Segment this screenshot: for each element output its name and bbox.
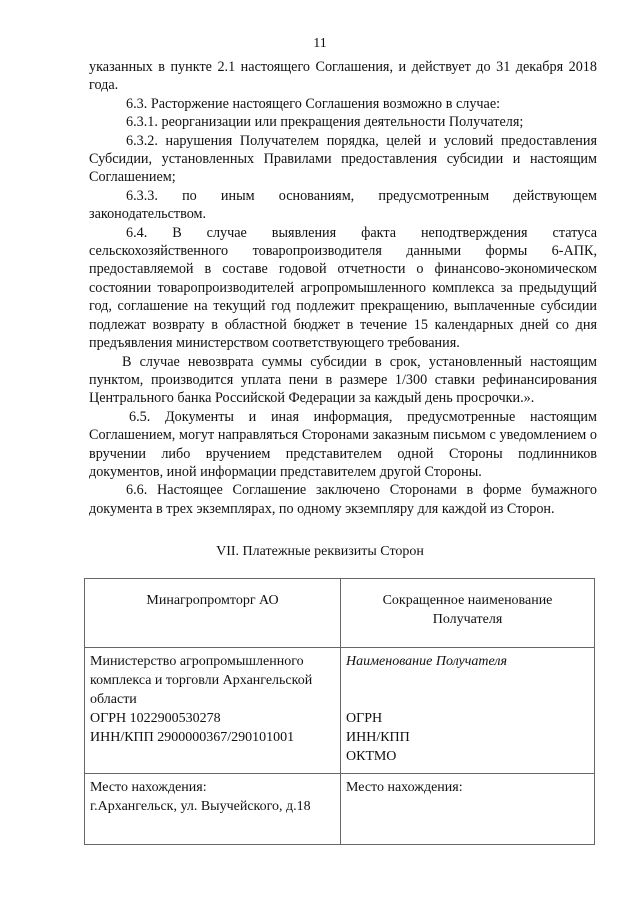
table-row: [85, 648, 595, 774]
paragraph: В случае невозврата суммы субсидии в срок, установленный настоящим пунктом, производится уплата пени в размере 1/300 ставки рефинансирования Центрального банка Российской Федерации за каждый день просрочки.».: [89, 353, 597, 407]
paragraph: 6.4. В случае выявления факта неподтверждения статуса сельскохозяйственного товаропроизводителя данными формы 6-АПК, предоставляемой в составе годовой отчетности о финансово-экономическом состоянии товаропроизводителей агропромышленного комплекса за предыдущий год, соглашение на текущий год подлежит прекращению, выплаченные субсидии подлежат возврату в областной бюджет в течение 15 календарных дней со дня предъявления министерством соответствующего требования.: [89, 224, 597, 352]
payment-details-table: [84, 578, 595, 845]
spacer: [346, 671, 589, 709]
left-location-value: г.Архангельск, ул. Выучейского, д.18: [90, 799, 311, 814]
table-cell-right-location: [341, 774, 595, 845]
header-right-line1: Сокращенное наименование: [382, 593, 553, 608]
table-cell-header-left: [85, 579, 341, 648]
left-ogrn: ОГРН 1022900530278: [90, 711, 221, 726]
right-ogrn-label: ОГРН: [346, 711, 383, 726]
paragraph: 6.3.3. по иным основаниям, предусмотренным действующем законодательством.: [89, 187, 597, 223]
left-org-line1: Министерство агропромышленного: [90, 654, 304, 669]
table-cell-left-org: [85, 648, 341, 774]
paragraph: 6.3.2. нарушения Получателем порядка, целей и условий предоставления Субсидии, установленных Правилами предоставления субсидии и настоящим Соглашением;: [89, 132, 597, 186]
table-row: [85, 774, 595, 845]
paragraph: 6.6. Настоящее Соглашение заключено Сторонами в форме бумажного документа в трех экземплярах, по одному экземпляру для каждой из Сторон.: [89, 482, 597, 517]
left-location-label: Место нахождения:: [90, 780, 207, 795]
paragraph: 6.5. Документы и иная информация, предусмотренные настоящим Соглашением, могут направляться Сторонами заказным письмом с уведомлением о вручении либо вручением представителем одной Стороны подлинников документов, иной информации представителем другой Стороны.: [89, 408, 597, 480]
paragraph: 6.3.1. реорганизации или прекращения деятельности Получателя;: [126, 114, 524, 131]
table-row: [85, 579, 595, 648]
agreement-text: [89, 58, 597, 518]
table-cell-right-org: [341, 648, 595, 774]
spacer: [90, 747, 335, 769]
left-inn-kpp: ИНН/КПП 2900000367/290101001: [90, 730, 295, 745]
header-right-line2: Получателя: [432, 612, 503, 627]
right-location-label: Место нахождения:: [346, 780, 463, 795]
paragraph: 6.3. Расторжение настоящего Соглашения возможно в случае:: [126, 95, 501, 112]
paragraph: указанных в пункте 2.1 настоящего Соглашения, и действует до 31 декабря 2018 года.: [89, 59, 597, 94]
table-cell-header-right: [341, 579, 595, 648]
section-title: VII. Платежные реквизиты Сторон: [216, 544, 424, 559]
left-org-line2: комплекса и торговли Архангельской: [90, 673, 313, 688]
page-number: 11: [313, 36, 327, 51]
header-left-label: Минагропромторг АО: [146, 593, 279, 608]
right-inn-kpp-label: ИНН/КПП: [346, 730, 410, 745]
left-org-line3: области: [90, 692, 137, 707]
recipient-name-placeholder: Наименование Получателя: [346, 654, 508, 669]
table-cell-left-location: [85, 774, 341, 845]
right-oktmo-label: ОКТМО: [346, 749, 397, 764]
